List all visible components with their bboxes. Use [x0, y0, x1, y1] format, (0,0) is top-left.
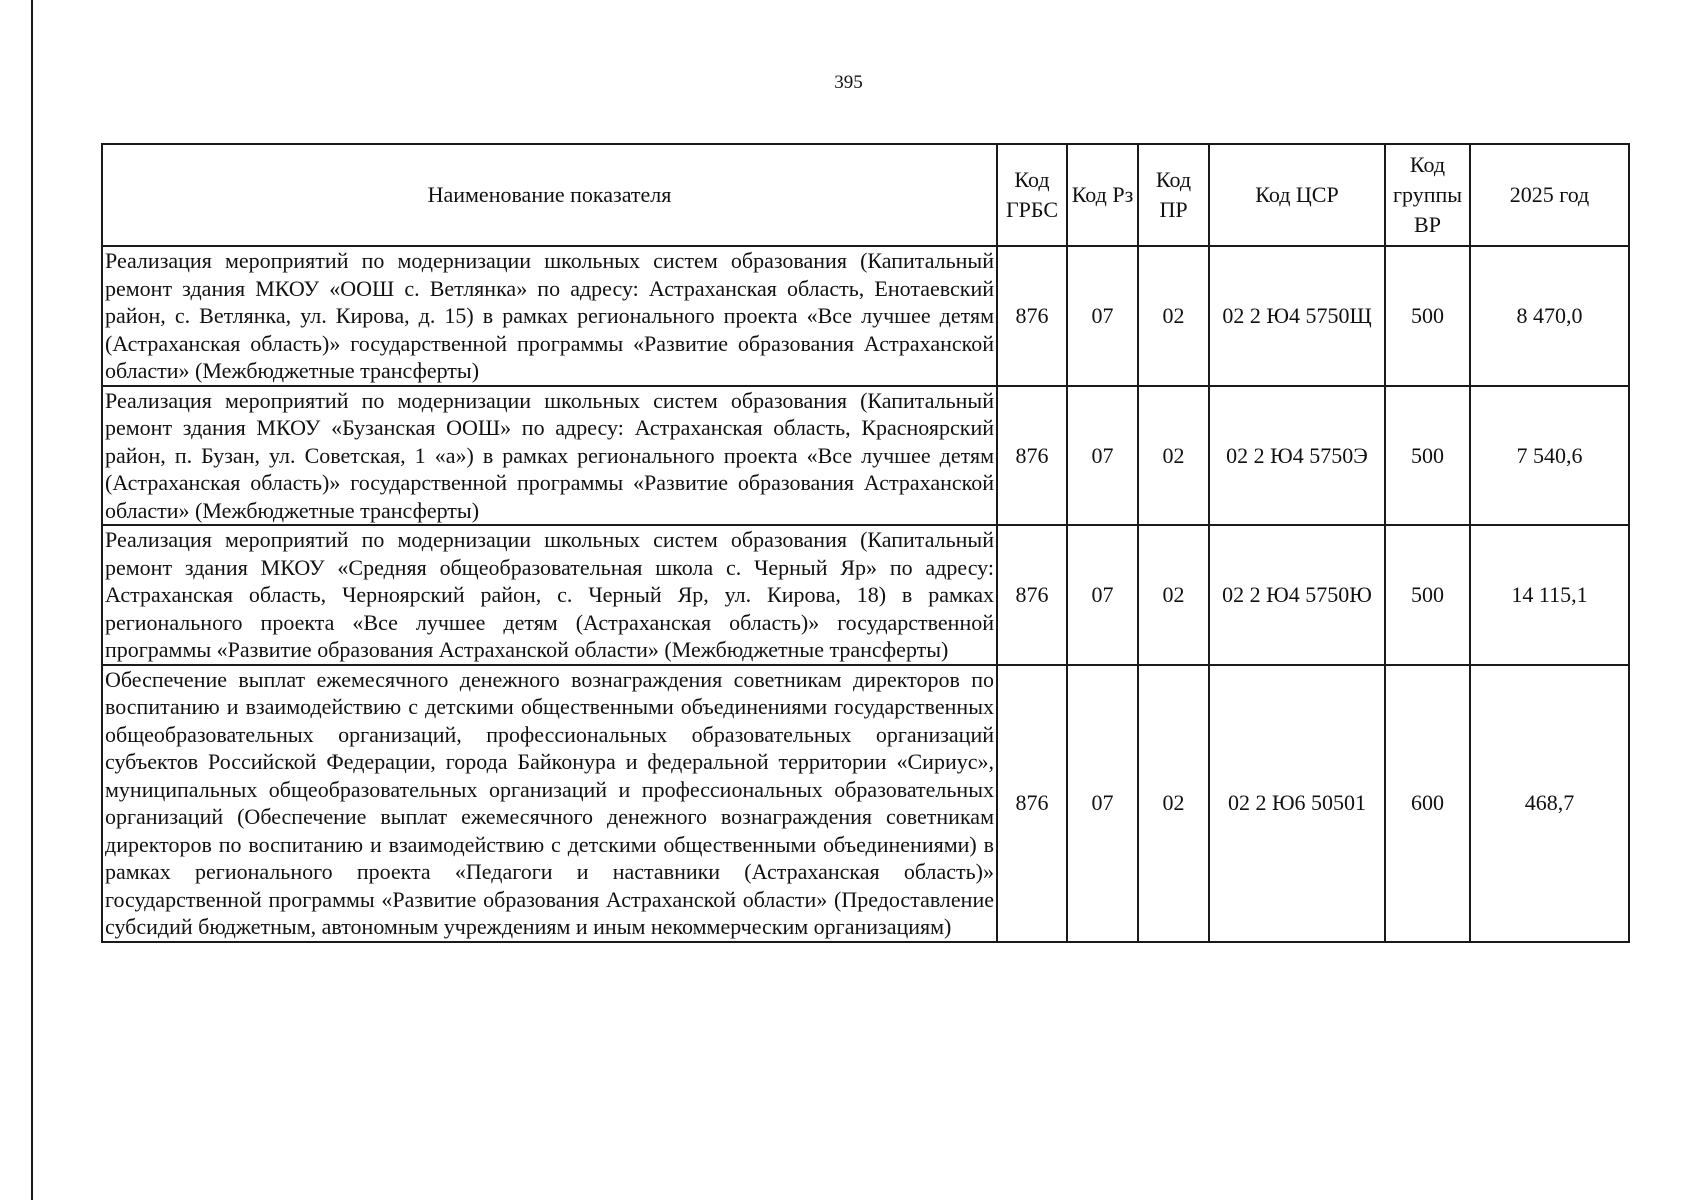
row-grbs: 876 — [997, 246, 1067, 386]
row-name: Реализация мероприятий по модернизации школьных систем образования (Капитальный ремонт здания МКОУ «Бузанская ООШ» по адресу: Астраханская область, Красноярский район, п. Бузан, ул. Советская, 1 «а») в рамках регионального проекта «Все лучшее детям (Астраханская область)» государственной программы «Развитие образования Астраханской области» (Межбюджетные трансферты) — [102, 386, 997, 526]
page-number: 395 — [834, 72, 863, 93]
row-grbs: 876 — [997, 525, 1067, 665]
table-row — [102, 665, 1629, 942]
row-amount: 468,7 — [1470, 665, 1629, 942]
header-year: 2025 год — [1470, 144, 1629, 246]
table-row — [102, 246, 1629, 386]
row-rz: 07 — [1067, 525, 1138, 665]
row-grbs: 876 — [997, 386, 1067, 526]
header-rz: Код Рз — [1067, 144, 1138, 246]
row-name: Реализация мероприятий по модернизации школьных систем образования (Капитальный ремонт здания МКОУ «ООШ с. Ветлянка» по адресу: Астраханская область, Енотаевский район, с. Ветлянка, ул. Кирова, д. 15) в рамках регионального проекта «Все лучшее детям (Астраханская область)» государственной программы «Развитие образования Астраханской области» (Межбюджетные трансферты) — [102, 246, 997, 386]
binding-margin-line — [31, 0, 33, 1200]
row-csr: 02 2 Ю4 5750Щ — [1209, 246, 1385, 386]
row-amount: 14 115,1 — [1470, 525, 1629, 665]
row-vr: 600 — [1385, 665, 1470, 942]
table-header-row — [102, 144, 1629, 246]
table-row — [102, 525, 1629, 665]
row-pr: 02 — [1138, 246, 1209, 386]
header-csr: Код ЦСР — [1209, 144, 1385, 246]
header-grbs: Код ГРБС — [997, 144, 1067, 246]
row-rz: 07 — [1067, 665, 1138, 942]
row-csr: 02 2 Ю4 5750Ю — [1209, 525, 1385, 665]
budget-table — [101, 143, 1630, 943]
table-row — [102, 386, 1629, 526]
header-pr: Код ПР — [1138, 144, 1209, 246]
row-amount: 8 470,0 — [1470, 246, 1629, 386]
row-vr: 500 — [1385, 246, 1470, 386]
header-name: Наименование показателя — [102, 144, 997, 246]
row-csr: 02 2 Ю4 5750Э — [1209, 386, 1385, 526]
row-name: Обеспечение выплат ежемесячного денежного вознаграждения советникам директоров по воспитанию и взаимодействию с детскими общественными объединениями государственных общеобразовательных организаций, профессиональных образовательных организаций субъектов Российской Федерации, города Байконура и федеральной территории «Сириус», муниципальных общеобразовательных организаций и профессиональных образовательных организаций (Обеспечение выплат ежемесячного денежного вознаграждения советникам директоров по воспитанию и взаимодействию с детскими общественными объединениями) в рамках регионального проекта «Педагоги и наставники (Астраханская область)» государственной программы «Развитие образования Астраханской области» (Предоставление субсидий бюджетным, автономным учреждениям и иным некоммерческим организациям) — [102, 665, 997, 942]
row-rz: 07 — [1067, 246, 1138, 386]
row-pr: 02 — [1138, 525, 1209, 665]
row-vr: 500 — [1385, 386, 1470, 526]
row-grbs: 876 — [997, 665, 1067, 942]
row-vr: 500 — [1385, 525, 1470, 665]
row-name: Реализация мероприятий по модернизации школьных систем образования (Капитальный ремонт здания МКОУ «Средняя общеобразовательная школа с. Черный Яр» по адресу: Астраханская область, Черноярский район, с. Черный Яр, ул. Кирова, 18) в рамках регионального проекта «Все лучшее детям (Астраханская область)» государственной программы «Развитие образования Астраханской области» (Межбюджетные трансферты) — [102, 525, 997, 665]
row-rz: 07 — [1067, 386, 1138, 526]
row-pr: 02 — [1138, 386, 1209, 526]
row-csr: 02 2 Ю6 50501 — [1209, 665, 1385, 942]
row-pr: 02 — [1138, 665, 1209, 942]
header-vr: Код группы ВР — [1385, 144, 1470, 246]
row-amount: 7 540,6 — [1470, 386, 1629, 526]
